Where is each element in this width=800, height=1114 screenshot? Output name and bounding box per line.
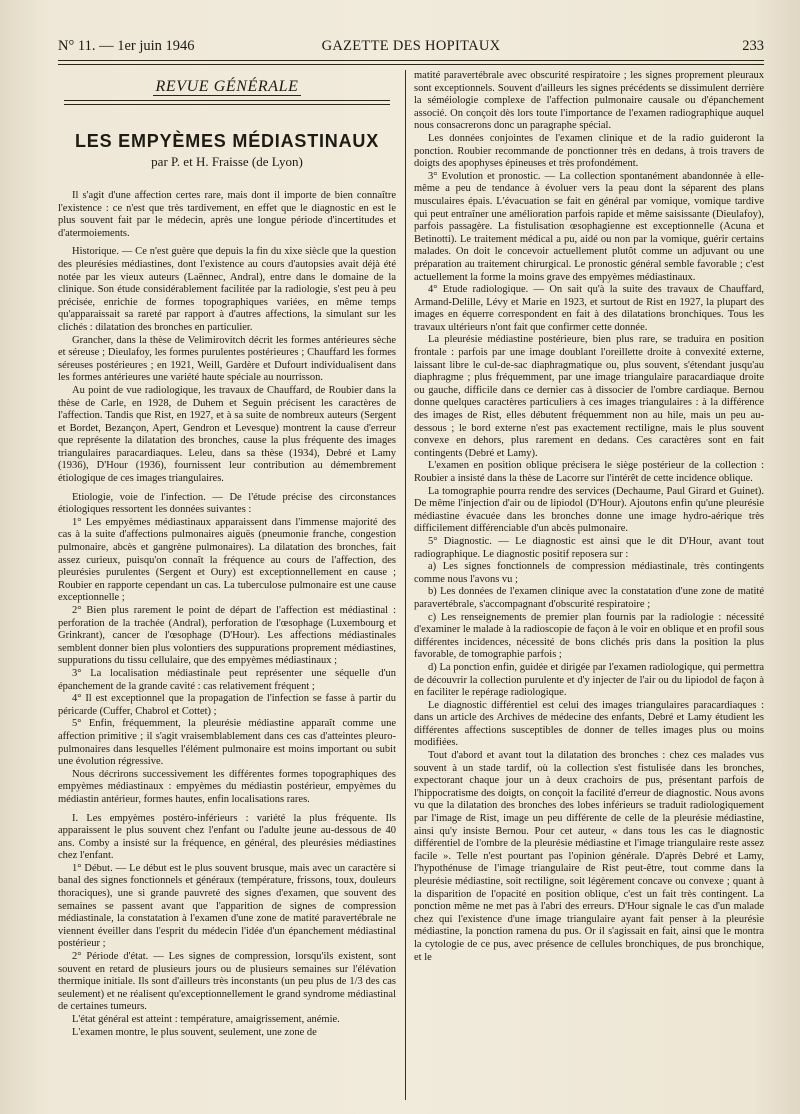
paragraph: La tomographie pourra rendre des services (Dechaume, Paul Girard et Guinet). De même l'injection d'air ou de lipiodol (D'Hour). Ajoutons enfin qu'une pleurésie médiastine évacuée dans les bronches donne une image hydro-aérique très difficilement différenciable d'un abcès pulmonaire. [414, 485, 764, 535]
section-rule [64, 100, 390, 105]
paragraph: L'état général est atteint : température, amaigrissement, anémie. [72, 1014, 340, 1025]
paragraph: Au point de vue radiologique, les travaux de Chauffard, de Roubier dans la thèse de Carle, en 1928, de Duhem et Seguin précisent les caractères de l'affection. Tandis que Rist, en 1927, et à sa suite de nombreux auteurs (Sergent et Bordet, Bezançon, Apert, Gendron et Levesque) montrent la cause d'erreur que représente la dilatation des bronches, cause la plus fréquente des images triangulaires paracardiaques. Leleu, dans sa thèse (1934), Debré et Lamy (1936), D'Hour (1936), fournissent leur contribution au démembrement étiologique de ces images triangulaires. [58, 384, 396, 485]
article-title: LES EMPYÈMES MÉDIASTINAUX [74, 131, 380, 151]
paragraph: 5° Enfin, fréquemment, la pleurésie médiastine apparaît comme une affection primitive ; il s'agit vraisemblablement dans ces cas d'atteintes pleuro-pulmonaires dans lesquelles l'élément pulmonaire est moins important ou subit une évolution régressive. [58, 718, 396, 768]
page-number: 233 [742, 38, 764, 54]
paragraph: 2° Période d'état. — Les signes de compression, lorsqu'ils existent, sont souvent en retard de plusieurs jours ou de plusieurs semaines sur l'élévation thermique initiale. Ils sont d'ailleurs très inconstants (un peu plus de 1/3 des cas seulement) et ne réalisent qu'exceptionnellement le grand syndrome médiastinal de certaines tumeurs. [58, 951, 396, 1013]
left-column [58, 70, 396, 1110]
header-rule [58, 60, 764, 61]
paragraph: Le diagnostic différentiel est celui des images triangulaires paracardiaques : dans un article des Archives de médecine des enfants, Debré et Lamy étudient les différentes affections susceptibles de donner de telles images plus ou moins modifiées. [414, 699, 764, 749]
paragraph: 4° Etude radiologique. — On sait qu'à la suite des travaux de Chauffard, Armand-Delille, Lévy et Marie en 1923, et surtout de Rist en 1927, la plupart des images en équerre correspondent en fait à des dilatations bronchiques. Tous les travaux ultérieurs n'ont fait que confirmer cette donnée. [414, 284, 764, 333]
journal-title: GAZETTE DES HOPITAUX [321, 38, 501, 54]
column-divider [405, 70, 406, 1100]
paragraph: d) La ponction enfin, guidée et dirigée par l'examen radiologique, qui permettra de découvrir la collection purulente et d'y injecter de l'air ou du lipiodol de façon à en faciliter le repérage radiologique. [414, 661, 764, 699]
paragraph: c) Les renseignements de premier plan fournis par la radiologie : nécessité d'examiner le malade à la radioscopie de façon à le voir en oblique et en profil sous différentes incidences, nécessité de bons clichés pris dans la position la plus favorable, de tomographie parfois ; [414, 611, 764, 661]
issue-number: N° 11. — 1er juin 1946 [58, 38, 195, 54]
paragraph: Les données conjointes de l'examen clinique et de la radio guideront la ponction. Roubier recommande de ponctionner très en dedans, à trois travers de doigts des apophyses épineuses et très profondément. [414, 132, 764, 170]
paragraph: 1° Les empyèmes médiastinaux apparaissent dans l'immense majorité des cas à la suite d'affections pulmonaires aiguës (pneumonie franche, congestion pulmonaire, abcès et gangrène pulmonaires). La dilatation des bronches, fait assez curieux, puisqu'on connaît la fréquence au cours de l'affection, des pleurésies purulentes (Sergent et Oury) est exceptionnellement en cause ; Roubier en rapporte cependant un cas. La tuberculose pulmonaire est une cause exceptionnelle ; [58, 516, 396, 604]
paragraph: Tout d'abord et avant tout la dilatation des bronches : chez ces malades vus souvent à un stade tardif, où la collection s'est fistulisée dans les bronches, expectorant chaque jour un à deux crachoirs de pus, présentant parfois de l'hippocratisme des doigts, on conçoit la facilité d'erreur de diagnostic. Nous avons vu que la dilatation des bronches des lobes inférieurs se traduit radiologiquement par l'image de Rist, image un peu différente de celle de la pleurésie médiastine, ainsi qu'y insiste Bernou. Pour cet auteur, « dans tous les cas le diagnostic différentiel de l'ombre de la pleurésie médiastine et l'image triangulaire reste assez facile ». Telle n'est pourtant pas l'opinion générale. D'après Debré et Lamy, l'hypothénuse de l'image triangulaire de Rist peut-être, tout comme dans la pleurésie médiastine, soit rectiligne, soit légèrement concave ou convexe ; quant à la disparition de l'opacité en position oblique, c'est un fait très contingent. La ponction même ne met pas à l'abri des erreurs. D'Hour signale le cas d'un malade chez qui l'existence d'une image triangulaire ayant fait penser à la pleurésie médiastine, la ponction ramena du pus. Or il s'agissait en fait, ainsi que le montra la cytologie de ce pus, avec présence de cellules bronchiques, de pus bronchique, et le [414, 750, 764, 963]
paragraph: 3° La localisation médiastinale peut représenter une séquelle d'un épanchement de la grande cavité : cas relativement fréquent ; [58, 667, 396, 692]
header-rule-thin [58, 64, 764, 65]
paragraph: Nous décrirons successivement les différentes formes topographiques des empyèmes médiastinaux : empyèmes du médiastin postérieur, empyèmes du médiastin antérieur, formes hautes, enfin localisations rares. [58, 768, 396, 805]
paragraph: La pleurésie médiastine postérieure, bien plus rare, se traduira en position frontale : parfois par une image doublant l'oreillette droite à convexité externe, laissant libre le cul-de-sac diaphragmatique ou, plus souvent, s'étendant jusqu'au diaphragme ; plus fréquemment, par une image triangulaire paracardiaque droite ou gauche, difficile dans ce dernier cas à dissocier de l'ombre cardiaque. Bernou donne quelques caractères particuliers à ces images triangulaires : à la différence des images de Rist, elles débutent fréquemment non au hile, mais un peu au-dessous ; le bord externe n'est pas exactement rectiligne, mais le plus souvent convexe en dehors, plus rarement en dedans. Ces caractères sont en fait contingents (Debré et Lamy). [414, 334, 764, 459]
paragraph: 5° Diagnostic. — Le diagnostic est ainsi que le dit D'Hour, avant tout radiographique. Le diagnostic positif reposera sur : [414, 535, 764, 560]
section-heading: REVUE GÉNÉRALE [155, 78, 299, 95]
paragraph: L'examen montre, le plus souvent, seulement, une zone de [72, 1026, 317, 1038]
paragraph: Il s'agit d'une affection certes rare, mais dont il importe de bien connaître l'existence : ce n'est que très tardivement, en effet que le diagnostic en est le plus souvent fait par le médecin, après une longue période d'incertitudes et d'atermoiements. [58, 190, 396, 239]
paragraph: 1° Début. — Le début est le plus souvent brusque, mais avec un caractère si banal des signes fonctionnels et généraux (température, frissons, toux, douleurs thoraciques), une si grande pauvreté des signes d'examen, que souvent des semaines se passent avant que l'apparition de signes de compression médiastinale, la constatation à l'examen d'une zone de matité paravertébrale ne viennent éveiller dans l'esprit du médecin l'idée d'un épanchement médiastinal postérieur ; [58, 862, 396, 950]
paragraph: Historique. — Ce n'est guère que depuis la fin du xixe siècle que la question des pleurésies médiastines, dont l'existence au cours d'autopsies avait déjà été notée par les vieux auteurs (Laënnec, Andral), entre dans le domaine de la clinique. Son étude considérablement facilitée par la radiologie, s'est peu à peu précisée, enrichie de formes topographiques variées, en même temps qu'apparaissait sa rareté par rapport à d'autres affections, la simulant sur les clichés : dilatation des bronches en particulier. [58, 246, 396, 333]
article-authors: par P. et H. Fraisse (de Lyon) [151, 154, 303, 169]
paragraph: I. Les empyèmes postéro-inférieurs : variété la plus fréquente. Ils apparaissent le plus souvent chez l'enfant ou l'adulte jeune au-dessous de 40 ans. Comby a insisté sur la fréquence, en général, des pleurésies médiastines chez l'enfant. [58, 812, 396, 862]
paragraph: 3° Evolution et pronostic. — La collection spontanément abandonnée à elle-même a peu de tendance à évoluer vers la peau dont la séparent des plans musculaires épais. L'évacuation se fait en général par vomique, vomique tardive qui peut entraîner une amélioration parfois rapide et même saisissante (Dieulafoy), parfois passagère. La fistulisation œsophagienne est exceptionnelle (Acuna et Betinotti). Le traitement médical a pu, aidé ou non par la vomique, guérir certains malades. On doit le concevoir actuellement plutôt comme un adjuvant ou une préparation au traitement chirurgical. Le pronostic général semble favorable ; c'est actuellement la forme la moins grave des empyèmes médiastinaux. [414, 170, 764, 283]
paragraph: 2° Bien plus rarement le point de départ de l'affection est médiastinal : perforation de la trachée (Andral), perforation de l'œsophage (Luxembourg et Grinkrant), cancer de l'œsophage (D'Hour). Les affections médiastinales semblent donner bien plus volontiers des suppurations proprement médiastines, suppurations du tissu cellulaire, que des empyèmes médiastinaux ; [58, 605, 396, 667]
paragraph: 4° Il est exceptionnel que la propagation de l'infection se fasse à partir du péricarde (Cuffer, Chabrol et Cottet) ; [58, 693, 396, 717]
right-column [414, 70, 764, 1110]
paragraph: Etiologie, voie de l'infection. — De l'étude précise des circonstances étiologiques ressortent les données suivantes : [58, 491, 396, 516]
paragraph: a) Les signes fonctionnels de compression médiastinale, très contingents comme nous l'avons vu ; [414, 561, 764, 585]
page-header [58, 38, 764, 60]
paragraph: matité paravertébrale avec obscurité respiratoire ; les signes proprement pleuraux sont exceptionnels. Souvent d'ailleurs les signes précédents se dissimulent derrière la séméiologie complexe de l'affection pulmonaire causale ou d'épanchement associé. On conçoit dès lors toute l'importance de l'examen radiographique auquel nous consacrerons donc un paragraphe spécial. [414, 70, 764, 132]
paragraph: L'examen en position oblique précisera le siège postérieur de la collection : Roubier a insisté dans la thèse de Lacorre sur l'intérêt de cette incidence oblique. [414, 460, 764, 484]
paragraph: Grancher, dans la thèse de Velimirovitch décrit les formes antérieures sèche et séreuse ; Dieulafoy, les formes purulentes postérieures ; Chauffard les formes séreuses postérieures ; en 1921, Weill, Gardère et Dufourt individualisent dans les formes antérieures une variété haute spéciale au nourrisson. [58, 334, 396, 384]
paragraph: b) Les données de l'examen clinique avec la constatation d'une zone de matité paravertébrale, s'accompagnant d'obscurité respiratoire ; [414, 586, 764, 610]
